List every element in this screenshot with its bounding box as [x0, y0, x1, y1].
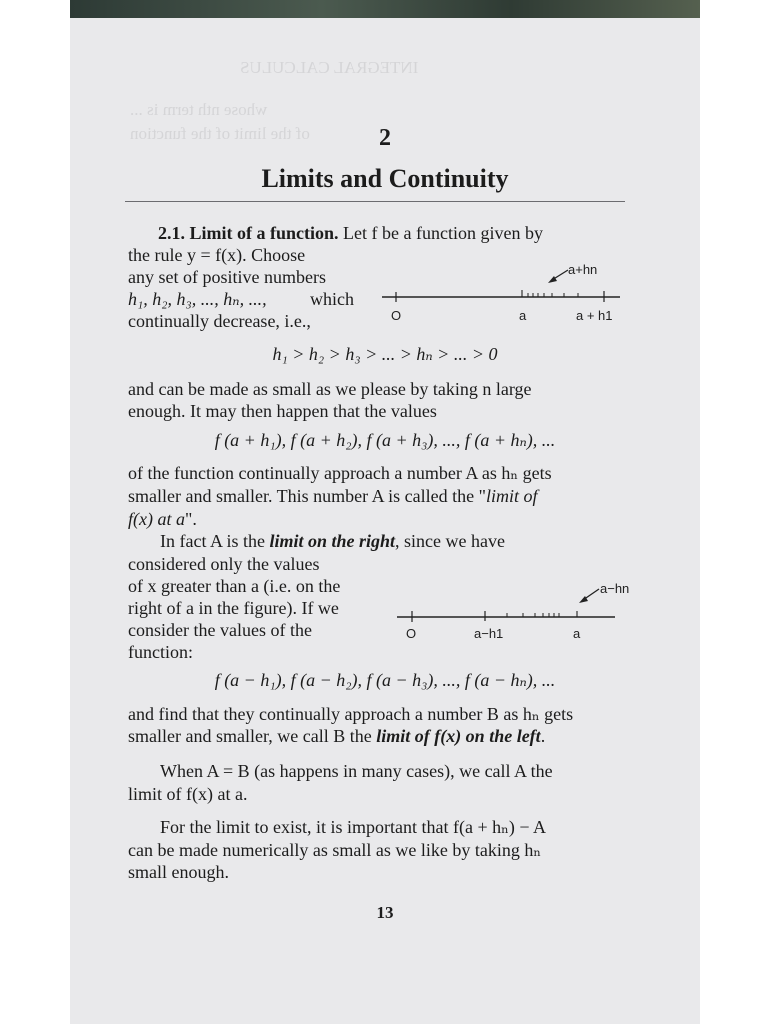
limit-on-right-term: limit on the right	[269, 531, 396, 551]
bleed-through-text: INTEGRAL CALCULUS	[240, 58, 419, 77]
text-line	[128, 725, 545, 747]
text-line	[128, 485, 537, 507]
equation-decreasing: h₁ > h₂ > h₃ > ... > hₙ > ... > 0	[272, 344, 498, 364]
limit-on-left-term: limit of f(x) on the left	[376, 726, 541, 746]
text-line: can be made numerically as small as we like by taking hₙ	[128, 840, 542, 860]
text-line: right of a in the figure). If we	[128, 598, 339, 618]
text-line: limit of f(x) at a.	[128, 784, 248, 804]
text-line: function:	[128, 642, 193, 662]
text-fragment: smaller and smaller, we call B the	[128, 726, 377, 746]
sequence-text: h₁, h₂, h₃, ..., hₙ, ...,	[128, 289, 267, 309]
section-intro	[158, 222, 543, 244]
text-line	[160, 530, 505, 552]
text-fragment: , since we have	[395, 531, 505, 551]
text-line: consider the values of the	[128, 620, 312, 640]
chapter-title: Limits and Continuity	[261, 164, 509, 193]
background-strip	[70, 0, 700, 18]
chapter-number: 2	[379, 125, 391, 151]
label-a: a	[573, 626, 581, 641]
text-line: any set of positive numbers	[128, 267, 326, 287]
book-page	[70, 0, 700, 1024]
text-line	[128, 508, 197, 530]
label-origin: O	[406, 626, 417, 641]
arrow-label: a−hn	[600, 581, 630, 596]
text-fragment: ".	[184, 509, 197, 529]
text-line: small enough.	[128, 862, 229, 882]
text-line: enough. It may then happen that the values	[128, 401, 437, 421]
title-rule	[125, 201, 625, 202]
figure-right-approach	[380, 258, 630, 330]
text-line	[128, 288, 354, 310]
limit-term-end: f(x) at a	[128, 509, 185, 529]
text-line: When A = B (as happens in many cases), we call A the	[160, 761, 553, 781]
equation-right-values: f (a + h₁), f (a + h₂), f (a + h₃), ..., f (a + hₙ), ...	[214, 430, 556, 450]
text-fragment: .	[540, 726, 546, 746]
text-fragment: In fact A is the	[160, 531, 270, 551]
text-line: Let f be a function given by	[343, 223, 543, 243]
arrow-label: a+hn	[568, 262, 598, 277]
label-a: a	[519, 308, 527, 323]
page-number: 13	[376, 903, 394, 922]
equation-left-values: f (a − h₁), f (a − h₂), f (a − h₃), ..., f (a − hₙ), ...	[214, 670, 556, 690]
limit-of-term: limit of	[485, 486, 538, 506]
label-a-plus-h1: a + h1	[576, 308, 613, 323]
text-line: of x greater than a (i.e. on the	[128, 576, 341, 596]
text-line: For the limit to exist, it is important that f(a + hₙ) − A	[160, 817, 547, 837]
text-line: and find that they continually approach a number B as hₙ gets	[128, 704, 574, 724]
text-fragment: which	[310, 289, 354, 309]
bleed-through-text: whose nth term is ...	[130, 100, 268, 119]
label-a-minus-h1: a−h1	[474, 626, 504, 641]
text-line: considered only the values	[128, 554, 320, 574]
bleed-through-text: of the limit of the function	[130, 124, 310, 143]
text-line: continually decrease, i.e.,	[128, 311, 311, 331]
figure-left-approach	[395, 575, 630, 645]
section-number: 2.1.	[158, 223, 185, 243]
text-fragment: smaller and smaller. This number A is called the "	[128, 486, 486, 506]
section-heading: Limit of a function.	[189, 223, 339, 243]
label-origin: O	[391, 308, 402, 323]
text-line: the rule y = f(x). Choose	[128, 245, 306, 265]
text-line: and can be made as small as we please by taking n large	[128, 379, 532, 399]
text-line: of the function continually approach a number A as hₙ gets	[128, 463, 552, 483]
